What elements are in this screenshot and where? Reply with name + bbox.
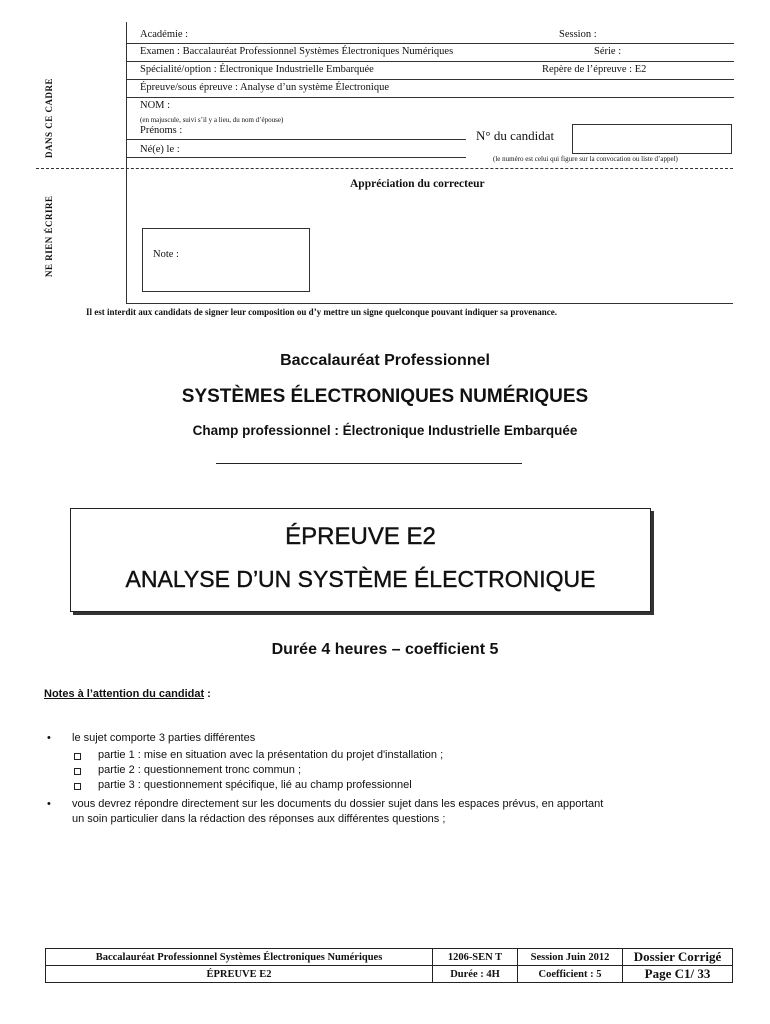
cut-line	[36, 168, 733, 169]
nom-hint: (en majuscule, suivi s’il y a lieu, du nom d’épouse)	[140, 116, 284, 124]
examen-field: Examen : Baccalauréat Professionnel Systèmes Électroniques Numériques	[140, 46, 454, 57]
header-rule	[127, 61, 734, 62]
bac-title: Baccalauréat Professionnel	[280, 352, 490, 369]
footer-page: Page C1/ 33	[623, 966, 733, 983]
margin-text-dans-ce-cadre: DANS CE CADRE	[44, 77, 54, 158]
bullet-dot: •	[47, 798, 51, 810]
sub-item-2: partie 2 : questionnement tronc commun ;	[98, 764, 301, 776]
epreuve-box	[70, 508, 651, 612]
header-rule	[127, 43, 734, 44]
session-field: Session :	[559, 29, 597, 40]
footer-coef: Coefficient : 5	[518, 966, 623, 983]
margin-text-ne-rien-ecrire: NE RIEN ÉCRIRE	[44, 195, 54, 277]
num-candidat-box	[572, 124, 732, 154]
notes-heading-colon: :	[204, 688, 211, 700]
sen-title: SYSTÈMES ÉLECTRONIQUES NUMÉRIQUES	[181, 386, 589, 407]
num-candidat-hint: (le numéro est celui qui figure sur la convocation ou liste d’appel)	[493, 155, 678, 163]
header-rule	[127, 79, 734, 80]
correcteur-title: Appréciation du correcteur	[350, 178, 485, 190]
sub-item-3: partie 3 : questionnement spécifique, lié au champ professionnel	[98, 779, 412, 791]
footer-duree: Durée : 4H	[433, 966, 518, 983]
num-candidat-label: N° du candidat	[476, 128, 555, 143]
bullet-text-2-line2: un soin particulier dans la rédaction des réponses aux différentes questions ;	[72, 813, 446, 825]
footer-code: 1206-SEN T	[433, 949, 518, 966]
checkbox-square-icon	[74, 768, 81, 775]
header-rule	[127, 157, 466, 158]
checkbox-square-icon	[74, 753, 81, 760]
notes-heading	[44, 688, 211, 700]
note-box	[142, 228, 310, 292]
bullet-text-1: le sujet comporte 3 parties différentes	[72, 732, 256, 744]
footer-session: Session Juin 2012	[518, 949, 623, 966]
header-rule	[127, 97, 734, 98]
serie-field: Série :	[594, 46, 622, 57]
footer-table	[45, 948, 733, 983]
checkbox-square-icon	[74, 783, 81, 790]
interdit-notice: Il est interdit aux candidats de signer leur composition ou d’y mettre un signe quelconque pouvant indiquer sa provenance.	[86, 307, 557, 317]
title-separator	[216, 463, 522, 464]
header-bottom-rule	[127, 303, 733, 304]
header-frame-left-border	[126, 22, 127, 304]
header-rule	[127, 139, 466, 140]
footer-dossier: Dossier Corrigé	[623, 949, 733, 966]
footer-bac: Baccalauréat Professionnel Systèmes Électroniques Numériques	[46, 949, 433, 966]
prenoms-field: Prénoms :	[140, 125, 183, 136]
sub-item-1: partie 1 : mise en situation avec la présentation du projet d'installation ;	[98, 749, 444, 761]
academie-field: Académie :	[140, 29, 189, 40]
bullet-dot: •	[47, 732, 51, 744]
duree-title: Durée 4 heures – coefficient 5	[271, 641, 499, 658]
champ-title: Champ professionnel : Électronique Industrielle Embarquée	[192, 423, 578, 438]
bullet-text-2-line1: vous devrez répondre directement sur les documents du dossier sujet dans les espaces prévus, en apportant	[72, 798, 604, 810]
footer-epreuve: ÉPREUVE E2	[46, 966, 433, 983]
epreuve-line1: ÉPREUVE E2	[285, 523, 436, 550]
epreuve-line2: ANALYSE D’UN SYSTÈME ÉLECTRONIQUE	[125, 566, 596, 592]
specialite-field: Spécialité/option : Électronique Industrielle Embarquée	[140, 64, 374, 75]
nom-field: NOM :	[140, 100, 171, 111]
notes-heading-text: Notes à l’attention du candidat	[44, 688, 205, 700]
ne-le-field: Né(e) le :	[140, 144, 180, 155]
repere-field: Repère de l’épreuve : E2	[542, 64, 647, 75]
note-label: Note :	[153, 249, 179, 260]
epreuve-field: Épreuve/sous épreuve : Analyse d’un système Électronique	[140, 82, 390, 93]
